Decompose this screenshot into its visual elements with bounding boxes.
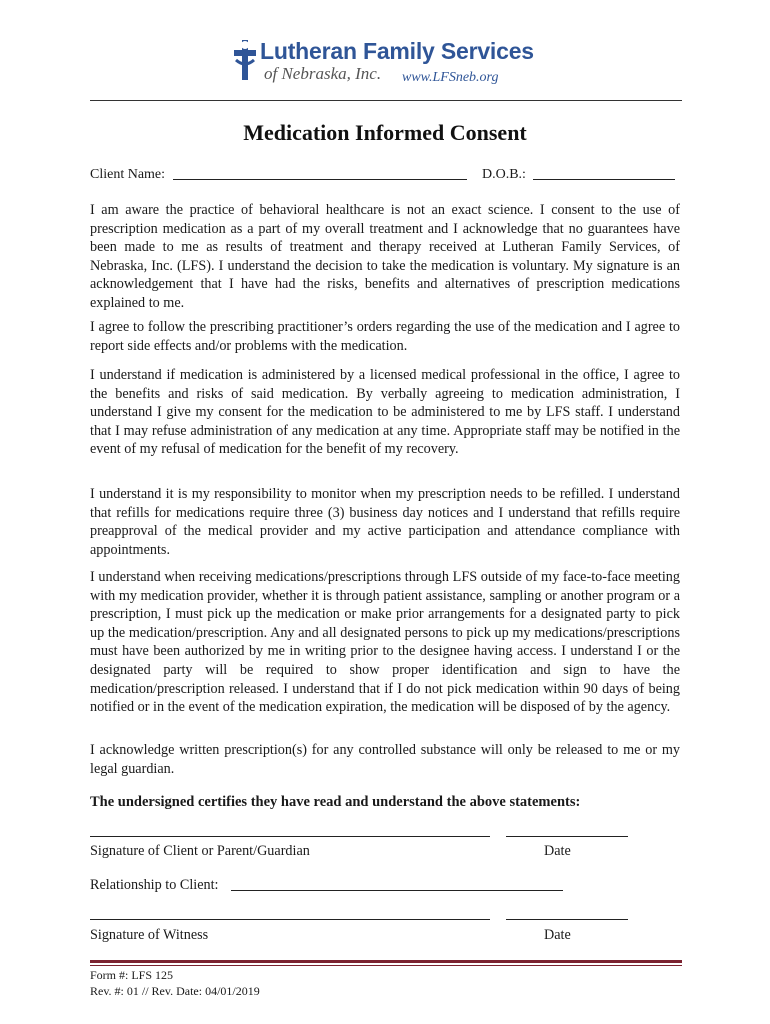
witness-signature-line[interactable] xyxy=(90,919,490,920)
client-name-row xyxy=(90,167,467,183)
document-title: Medication Informed Consent xyxy=(243,120,527,145)
org-subtitle: of Nebraska, Inc. xyxy=(264,64,382,83)
header-divider xyxy=(90,100,682,101)
dob-label: D.O.B.: xyxy=(482,167,526,182)
client-name-label: Client Name: xyxy=(90,167,166,182)
letterhead xyxy=(232,38,552,90)
witness-signature-label: Signature of Witness xyxy=(90,927,209,943)
form-number: Form #: LFS 125 xyxy=(90,968,174,982)
witness-date-line[interactable] xyxy=(506,919,628,920)
paragraph-refills: I understand it is my responsibility to monitor when my prescription needs to be refilled. I understand that refills for medications require three (3) business day notices and I understand that refills require preapproval of the medical provider and my active participation and attendance compliance with appointments. xyxy=(90,486,680,558)
client-date-line[interactable] xyxy=(506,836,628,837)
witness-date-label: Date xyxy=(544,927,571,943)
paragraph-pickup: I understand when receiving medications/prescriptions through LFS outside of my face-to-face meeting with my medication provider, whether it is through patient assistance, sampling or another program or a prescription, I must pick up the medication or make prior arrangements for a designated party to pick up the medication/prescription. Any and all designated persons to pick up my medications/prescriptions must have been authorized by me in writing prior to the designee having access. I understand I or the designated party will be required to show proper identification and sign to have the medication/prescription released. I understand that if I do not pick medication within 90 days of being notified or in the event of the medication expiration, the medication will be disposed of by the agency. xyxy=(90,569,680,716)
footer-divider-thin xyxy=(90,965,682,966)
client-signature-label: Signature of Client or Parent/Guardian xyxy=(90,843,310,859)
paragraph-controlled-substance: I acknowledge written prescription(s) for any controlled substance will only be released to me or my legal guardian. xyxy=(90,742,680,777)
paragraph-science: I am aware the practice of behavioral healthcare is not an exact science. I consent to the use of prescription medication as a part of my overall treatment and I acknowledge that no guarantees have been made to me as results of treatment and therapy received at Lutheran Family Services, of Nebraska, Inc. (LFS). I understand the decision to take the medication is voluntary. My signature is an acknowledgement that I have had the risks, benefits and alternatives of prescription medications explained to me. xyxy=(90,202,680,311)
paragraph-administration: I understand if medication is administered by a licensed medical professional in the office, I agree to the benefits and risks of said medication. By verbally agreeing to medication administration, I understand I give my consent for the medication to be administered to me by LFS staff. I understand that I may refuse administration of any medication at any time. Appropriate staff may be notified in the event of my refusal of medication for the benefit of my recovery. xyxy=(90,367,680,458)
revision-info: Rev. #: 01 // Rev. Date: 04/01/2019 xyxy=(90,984,260,998)
client-date-label: Date xyxy=(544,843,571,859)
footer-divider-thick xyxy=(90,960,682,963)
client-signature-line[interactable] xyxy=(90,836,490,837)
relationship-field[interactable] xyxy=(231,890,563,891)
relationship-label: Relationship to Client: xyxy=(90,877,219,893)
paragraph-orders: I agree to follow the prescribing practitioner’s orders regarding the use of the medication and I agree to report side effects and/or problems with the medication. xyxy=(90,319,680,354)
dob-row xyxy=(482,167,675,183)
certification-statement: The undersigned certifies they have read and understand the above statements: xyxy=(90,794,581,810)
client-name-field[interactable] xyxy=(173,167,467,180)
org-name: Lutheran Family Services xyxy=(260,38,534,64)
dob-field[interactable] xyxy=(533,167,675,180)
org-website: www.LFSneb.org xyxy=(402,70,499,85)
cross-figure-logo-icon xyxy=(232,38,258,84)
